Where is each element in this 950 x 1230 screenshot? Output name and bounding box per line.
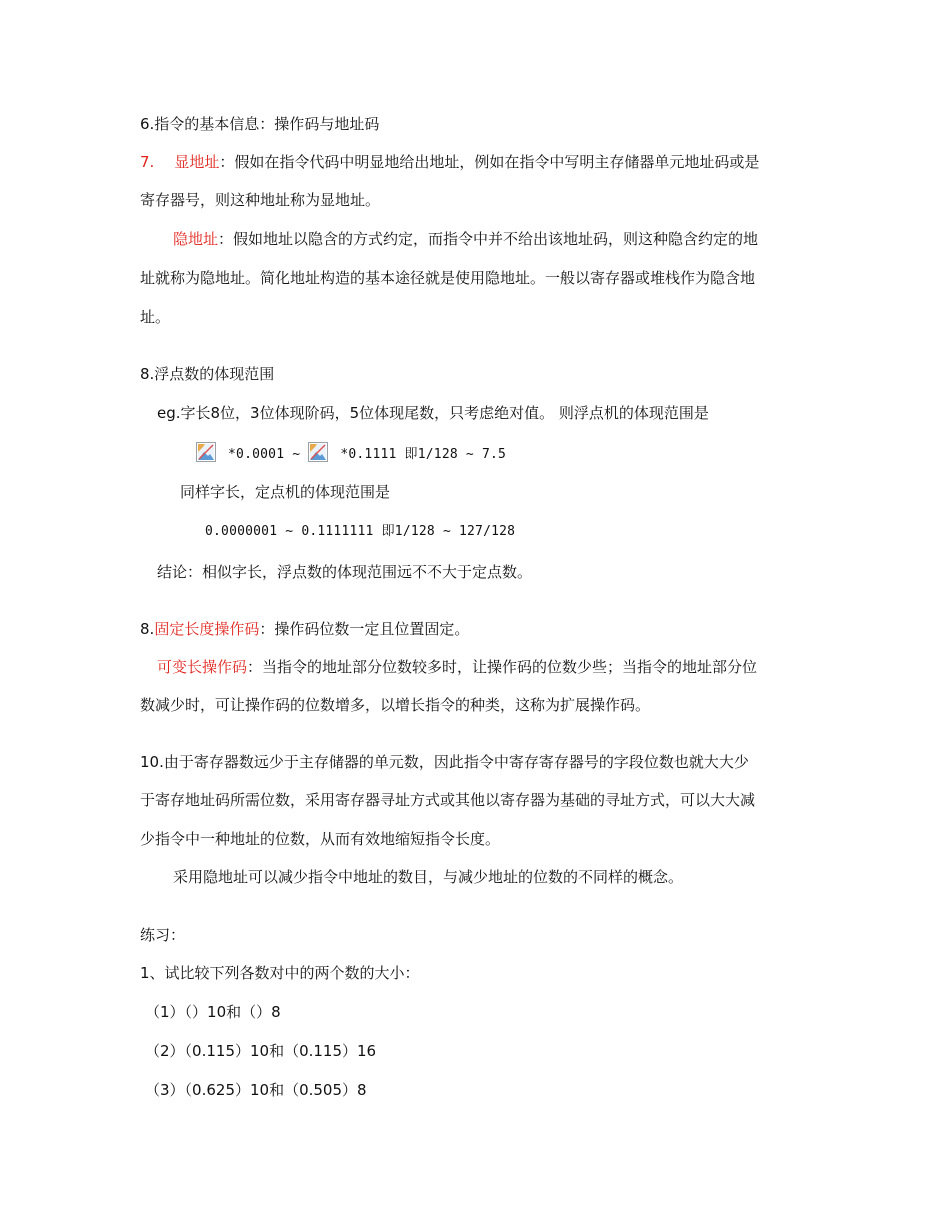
fixed-length-opcode-definition: ：操作码位数一定且位置固定。 [259,620,470,638]
explicit-address-definition-b: 寄存器号，则这种地址称为显地址。 [140,191,381,209]
exercise-item: （2）（0.115）10和（0.115）16 [145,1042,377,1060]
broken-image-icon [196,442,216,462]
term-implicit-address: 隐地址 [173,230,219,248]
implicit-address-definition-c: 址。 [140,308,171,326]
section-10-line-3: 少指令中一种地址的位数，从而有效地缩短指令长度。 [140,830,501,848]
section-7-line-1 [140,152,759,172]
variable-length-opcode-definition-b: 数减少时，可让操作码的位数增多，以增长指令的种类，这称为扩展操作码。 [140,696,651,714]
term-fixed-length-opcode: 固定长度操作码 [154,620,260,638]
explicit-address-definition-a: ：假如在指令代码中明显地给出地址，例如在指令中写明主存储器单元地址码或是 [219,153,760,171]
section-6-heading: 6.指令的基本信息：操作码与地址码 [140,115,380,133]
float-range-max: *0.1111 即1/128 ~ 7.5 [340,447,507,462]
section-8-opcode-line-2 [157,657,757,677]
float-range-example: eg.字长8位，3位体现阶码，5位体现尾数，只考虑绝对值。 则浮点机的体现范围是 [157,404,709,422]
fixed-range-intro: 同样字长，定点机的体现范围是 [180,483,391,501]
exercise-heading: 练习： [140,926,186,944]
section-8-float-heading: 8.浮点数的体现范围 [140,365,275,383]
section-10-line-4: 采用隐地址可以减少指令中地址的数目，与减少地址的位数的不同样的概念。 [173,868,684,886]
exercise-question-1: 1、试比较下列各数对中的两个数的大小： [140,964,420,982]
implicit-address-definition-b: 址就称为隐地址。简化地址构造的基本途径就是使用隐地址。一般以寄存器或堆栈作为隐含地 [140,269,756,287]
section-7-line-3 [173,229,758,249]
implicit-address-definition-a: ：假如地址以隐含的方式约定，而指令中并不给出该地址码，则这种隐含约定的地 [218,230,759,248]
float-range-formula [196,442,506,465]
term-variable-length-opcode: 可变长操作码 [157,658,248,676]
exercise-item: （1）（）10和（）8 [145,1003,281,1021]
fixed-range-formula: 0.0000001 ~ 0.1111111 即1/128 ~ 127/128 [205,524,516,539]
section-8-number: 8. [140,620,155,638]
section-10-line-1: 10.由于寄存器数远少于主存储器的单元数，因此指令中寄存寄存器号的字段位数也就大大少 [140,753,749,771]
section-10-line-2: 于寄存地址码所需位数，采用寄存器寻址方式或其他以寄存器为基础的寻址方式，可以大大减 [140,791,756,809]
variable-length-opcode-definition-a: ：当指令的地址部分位数较多时，让操作码的位数少些；当指令的地址部分位 [247,658,758,676]
section-7-number: 7. [140,153,155,171]
float-range-min: *0.0001 ~ [228,447,301,462]
broken-image-icon [308,442,328,462]
float-vs-fixed-conclusion: 结论：相似字长，浮点数的体现范围远不不大于定点数。 [157,563,533,581]
exercise-item: （3）（0.625）10和（0.505）8 [145,1081,367,1099]
section-8-opcode-line-1 [140,619,469,639]
term-explicit-address: 显地址 [174,153,220,171]
